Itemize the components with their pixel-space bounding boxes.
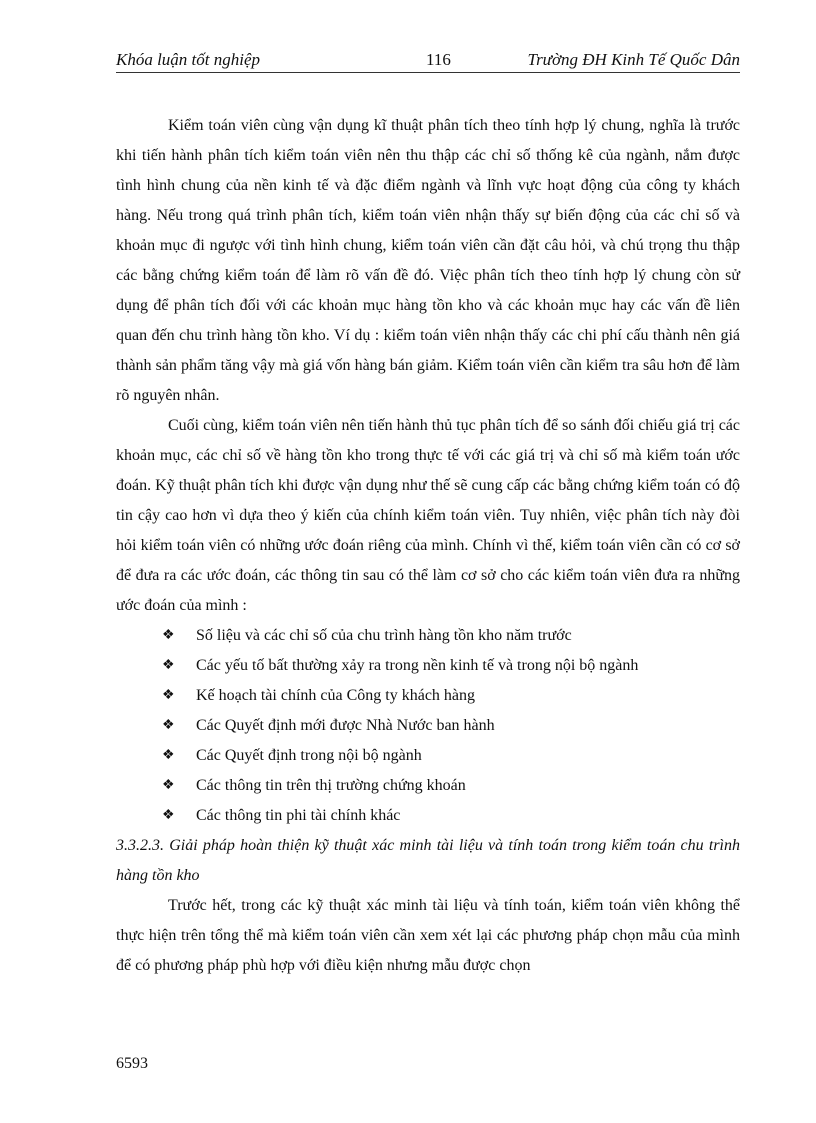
diamond-bullet-icon: ❖: [162, 718, 175, 733]
page-footer-code: 6593: [116, 1055, 148, 1072]
paragraph-analysis: Kiểm toán viên cùng vận dụng kĩ thuật phân tích theo tính hợp lý chung, nghĩa là trước khi tiến hành phân tích kiểm toán viên nên thu thập các chỉ số thống kê của ngành, nắm được tình hình chung của nền kinh tế và đặc điểm ngành và lĩnh vực hoạt động của công ty khách hàng. Nếu trong quá trình phân tích, kiểm toán viên nhận thấy sự biến động của các chỉ số và khoản mục đi ngược với tình hình chung, kiểm toán viên cần đặt câu hỏi, và chú trọng thu thập các bằng chứng kiểm toán để làm rõ vấn đề đó. Việc phân tích theo tính hợp lý chung còn sử dụng để phân tích đối với các khoản mục hàng tồn kho và các khoản mục hay các vấn đề liên quan đến chu trình hàng tồn kho. Ví dụ : kiểm toán viên nhận thấy các chi phí cấu thành nên giá thành sản phẩm tăng vậy mà giá vốn hàng bán giảm. Kiểm toán viên cần kiểm tra sâu hơn để làm rõ nguyên nhân.: [116, 117, 740, 404]
header-thesis-label: Khóa luận tốt nghiệp: [116, 50, 261, 69]
diamond-bullet-icon: ❖: [162, 748, 175, 763]
list-item: ❖ Các Quyết định mới được Nhà Nước ban hành: [116, 711, 740, 741]
document-body: [116, 111, 740, 981]
section-heading: 3.3.2.3. Giải pháp hoàn thiện kỹ thuật xác minh tài liệu và tính toán trong kiểm toán chu trình hàng tồn kho: [116, 837, 740, 884]
diamond-bullet-icon: ❖: [162, 778, 175, 793]
diamond-bullet-icon: ❖: [162, 688, 175, 703]
list-item: ❖ Kế hoạch tài chính của Công ty khách hàng: [116, 681, 740, 711]
list-item: ❖ Các thông tin phi tài chính khác: [116, 801, 740, 831]
paragraph-verification: Trước hết, trong các kỹ thuật xác minh tài liệu và tính toán, kiểm toán viên không thể thực hiện trên tổng thể mà kiểm toán viên cần xem xét lại các phương pháp chọn mẫu của mình để có phương pháp phù hợp với điều kiện nhưng mẫu được chọn: [116, 897, 740, 974]
list-item: ❖ Số liệu và các chỉ số của chu trình hàng tồn kho năm trước: [116, 621, 740, 651]
header-university: Trường ĐH Kinh Tế Quốc Dân: [527, 50, 740, 69]
paragraph-comparison: Cuối cùng, kiểm toán viên nên tiến hành thủ tục phân tích để so sánh đối chiếu giá trị các khoản mục, các chỉ số về hàng tồn kho trong thực tế với các giá trị và chỉ số mà kiểm toán ước đoán. Kỹ thuật phân tích khi được vận dụng như thế sẽ cung cấp các bằng chứng kiểm toán có độ tin cậy cao hơn vì dựa theo ý kiến của chính kiểm toán viên. Tuy nhiên, việc phân tích này đòi hỏi kiểm toán viên có những ước đoán riêng của mình. Chính vì thế, kiểm toán viên cần có cơ sở để đưa ra các ước đoán, các thông tin sau có thể làm cơ sở cho các kiểm toán viên đưa ra những ước đoán của mình :: [116, 417, 740, 614]
list-item: ❖ Các yếu tố bất thường xảy ra trong nền kinh tế và trong nội bộ ngành: [116, 651, 740, 681]
diamond-bullet-icon: ❖: [162, 628, 175, 643]
header-page-number: 116: [426, 50, 451, 69]
page-header: [116, 48, 740, 73]
info-source-list: [116, 621, 740, 831]
diamond-bullet-icon: ❖: [162, 658, 175, 673]
diamond-bullet-icon: ❖: [162, 808, 175, 823]
list-item: ❖ Các thông tin trên thị trường chứng khoán: [116, 771, 740, 801]
list-item: ❖ Các Quyết định trong nội bộ ngành: [116, 741, 740, 771]
